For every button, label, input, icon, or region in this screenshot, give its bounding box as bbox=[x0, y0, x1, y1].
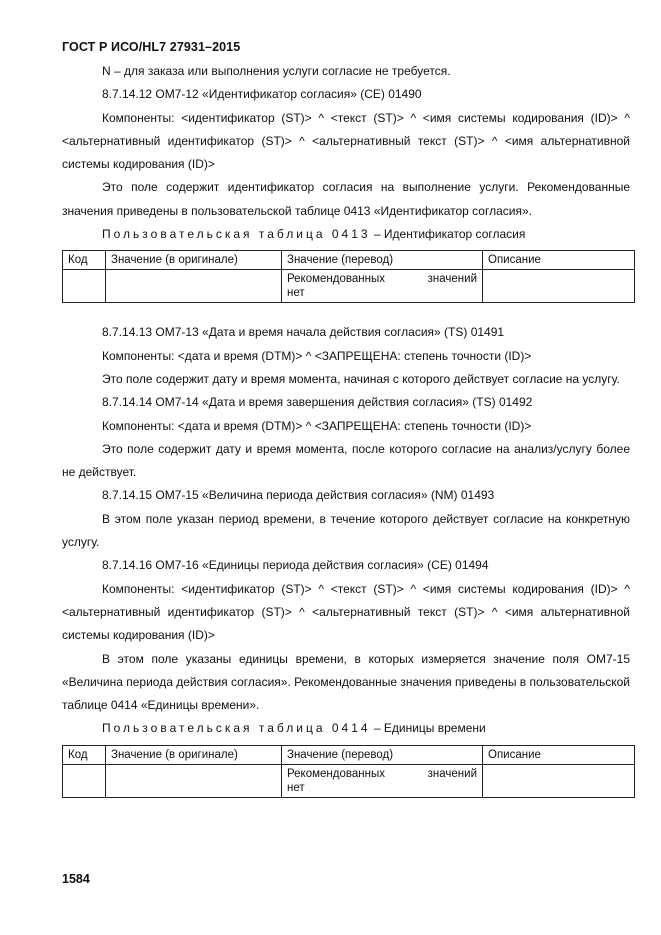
paragraph: N – для заказа или выполнения услуги согласие не требуется. bbox=[102, 64, 451, 78]
cell-translation-word-1: Рекомендованных bbox=[287, 767, 385, 780]
cell-translation bbox=[282, 764, 483, 797]
paragraph: 8.7.14.15 OM7-15 «Величина периода действия согласия» (NM) 01493 bbox=[102, 488, 495, 503]
header-cell-translation: Значение (перевод) bbox=[282, 251, 483, 270]
paragraph: Компоненты: <идентификатор (ST)> ^ <текст (ST)> ^ <имя системы кодирования (ID)> ^ <альтернативный идентификатор (ST)> ^ <альтернативный текст (ST)> ^ <имя альтернативной системы кодирования (ID)> bbox=[62, 110, 630, 172]
paragraph: Компоненты: <дата и время (DTM)> ^ <ЗАПРЕЩЕНА: степень точности (ID)> bbox=[102, 348, 532, 363]
table-row bbox=[63, 764, 635, 797]
header-cell-description: Описание bbox=[483, 251, 635, 270]
table-row bbox=[63, 270, 635, 303]
cell-translation-word-2: значений bbox=[427, 767, 477, 780]
cell-original bbox=[106, 764, 282, 797]
paragraph: 8.7.14.14 OM7-14 «Дата и время завершения действия согласия» (TS) 01492 bbox=[102, 395, 533, 410]
page-number: 1584 bbox=[62, 872, 90, 886]
paragraph: Это поле содержит дату и время момента, после которого согласие на анализ/услугу более не действует. bbox=[62, 441, 630, 480]
table-0414-caption-title: – Единицы времени bbox=[370, 721, 486, 736]
cell-description bbox=[483, 764, 635, 797]
cell-translation bbox=[282, 270, 483, 303]
cell-translation-word-3: нет bbox=[287, 781, 305, 794]
paragraph: В этом поле указаны единицы времени, в которых измеряется значение поля OM7-15 «Величина периода действия согласия». Рекомендованные значения приведены в пользовательской таблице 0414 «Единицы времени». bbox=[62, 651, 631, 713]
cell-description bbox=[483, 270, 635, 303]
paragraph: 8.7.14.16 OM7-16 «Единицы периода действия согласия» (CE) 01494 bbox=[102, 558, 489, 573]
sections-om7-13-to-16 bbox=[62, 321, 630, 717]
section-om7-12 bbox=[62, 60, 630, 223]
cell-translation-word-2: значений bbox=[427, 273, 477, 286]
table-0413-caption-label: Пользовательская таблица 0413 bbox=[102, 227, 371, 242]
header-cell-original: Значение (в оригинале) bbox=[106, 745, 282, 764]
paragraph: 8.7.14.12 OM7-12 «Идентификатор согласия» (CE) 01490 bbox=[102, 87, 422, 102]
cell-code bbox=[63, 270, 106, 303]
header-cell-translation: Значение (перевод) bbox=[282, 745, 483, 764]
cell-code bbox=[63, 764, 106, 797]
header-cell-code: Код bbox=[63, 745, 106, 764]
cell-original bbox=[106, 270, 282, 303]
header-cell-original: Значение (в оригинале) bbox=[106, 251, 282, 270]
header-cell-description: Описание bbox=[483, 745, 635, 764]
paragraph: Компоненты: <идентификатор (ST)> ^ <текст (ST)> ^ <имя системы кодирования (ID)> ^ <альтернативный идентификатор (ST)> ^ <альтернативный текст (ST)> ^ <имя альтернативной системы кодирования (ID)> bbox=[62, 581, 630, 643]
page-body bbox=[62, 60, 630, 798]
table-0413-caption bbox=[62, 223, 630, 246]
table-0414 bbox=[62, 745, 635, 798]
table-0413-caption-title: – Идентификатор согласия bbox=[370, 227, 526, 242]
table-header-row bbox=[63, 251, 635, 270]
paragraph: Это поле содержит идентификатор согласия на выполнение услуги. Рекомендованные значения приведены в пользовательской таблице 0413 «Идентификатор согласия». bbox=[62, 180, 630, 218]
table-0414-caption bbox=[62, 717, 630, 740]
page-header-title: ГОСТ Р ИСО/HL7 27931–2015 bbox=[62, 40, 241, 54]
paragraph: 8.7.14.13 OM7-13 «Дата и время начала действия согласия» (TS) 01491 bbox=[102, 325, 505, 340]
table-0413 bbox=[62, 250, 635, 303]
table-header-row bbox=[63, 745, 635, 764]
table-0414-caption-label: Пользовательская таблица 0414 bbox=[102, 721, 371, 736]
cell-translation-word-3: нет bbox=[287, 287, 305, 300]
cell-translation-word-1: Рекомендованных bbox=[287, 273, 385, 286]
paragraph: Компоненты: <дата и время (DTM)> ^ <ЗАПРЕЩЕНА: степень точности (ID)> bbox=[102, 418, 532, 433]
header-cell-code: Код bbox=[63, 251, 106, 270]
paragraph: В этом поле указан период времени, в течение которого действует согласие на конкретную услугу. bbox=[62, 511, 630, 550]
paragraph: Это поле содержит дату и время момента, начиная с которого действует согласие на услугу. bbox=[102, 371, 620, 386]
